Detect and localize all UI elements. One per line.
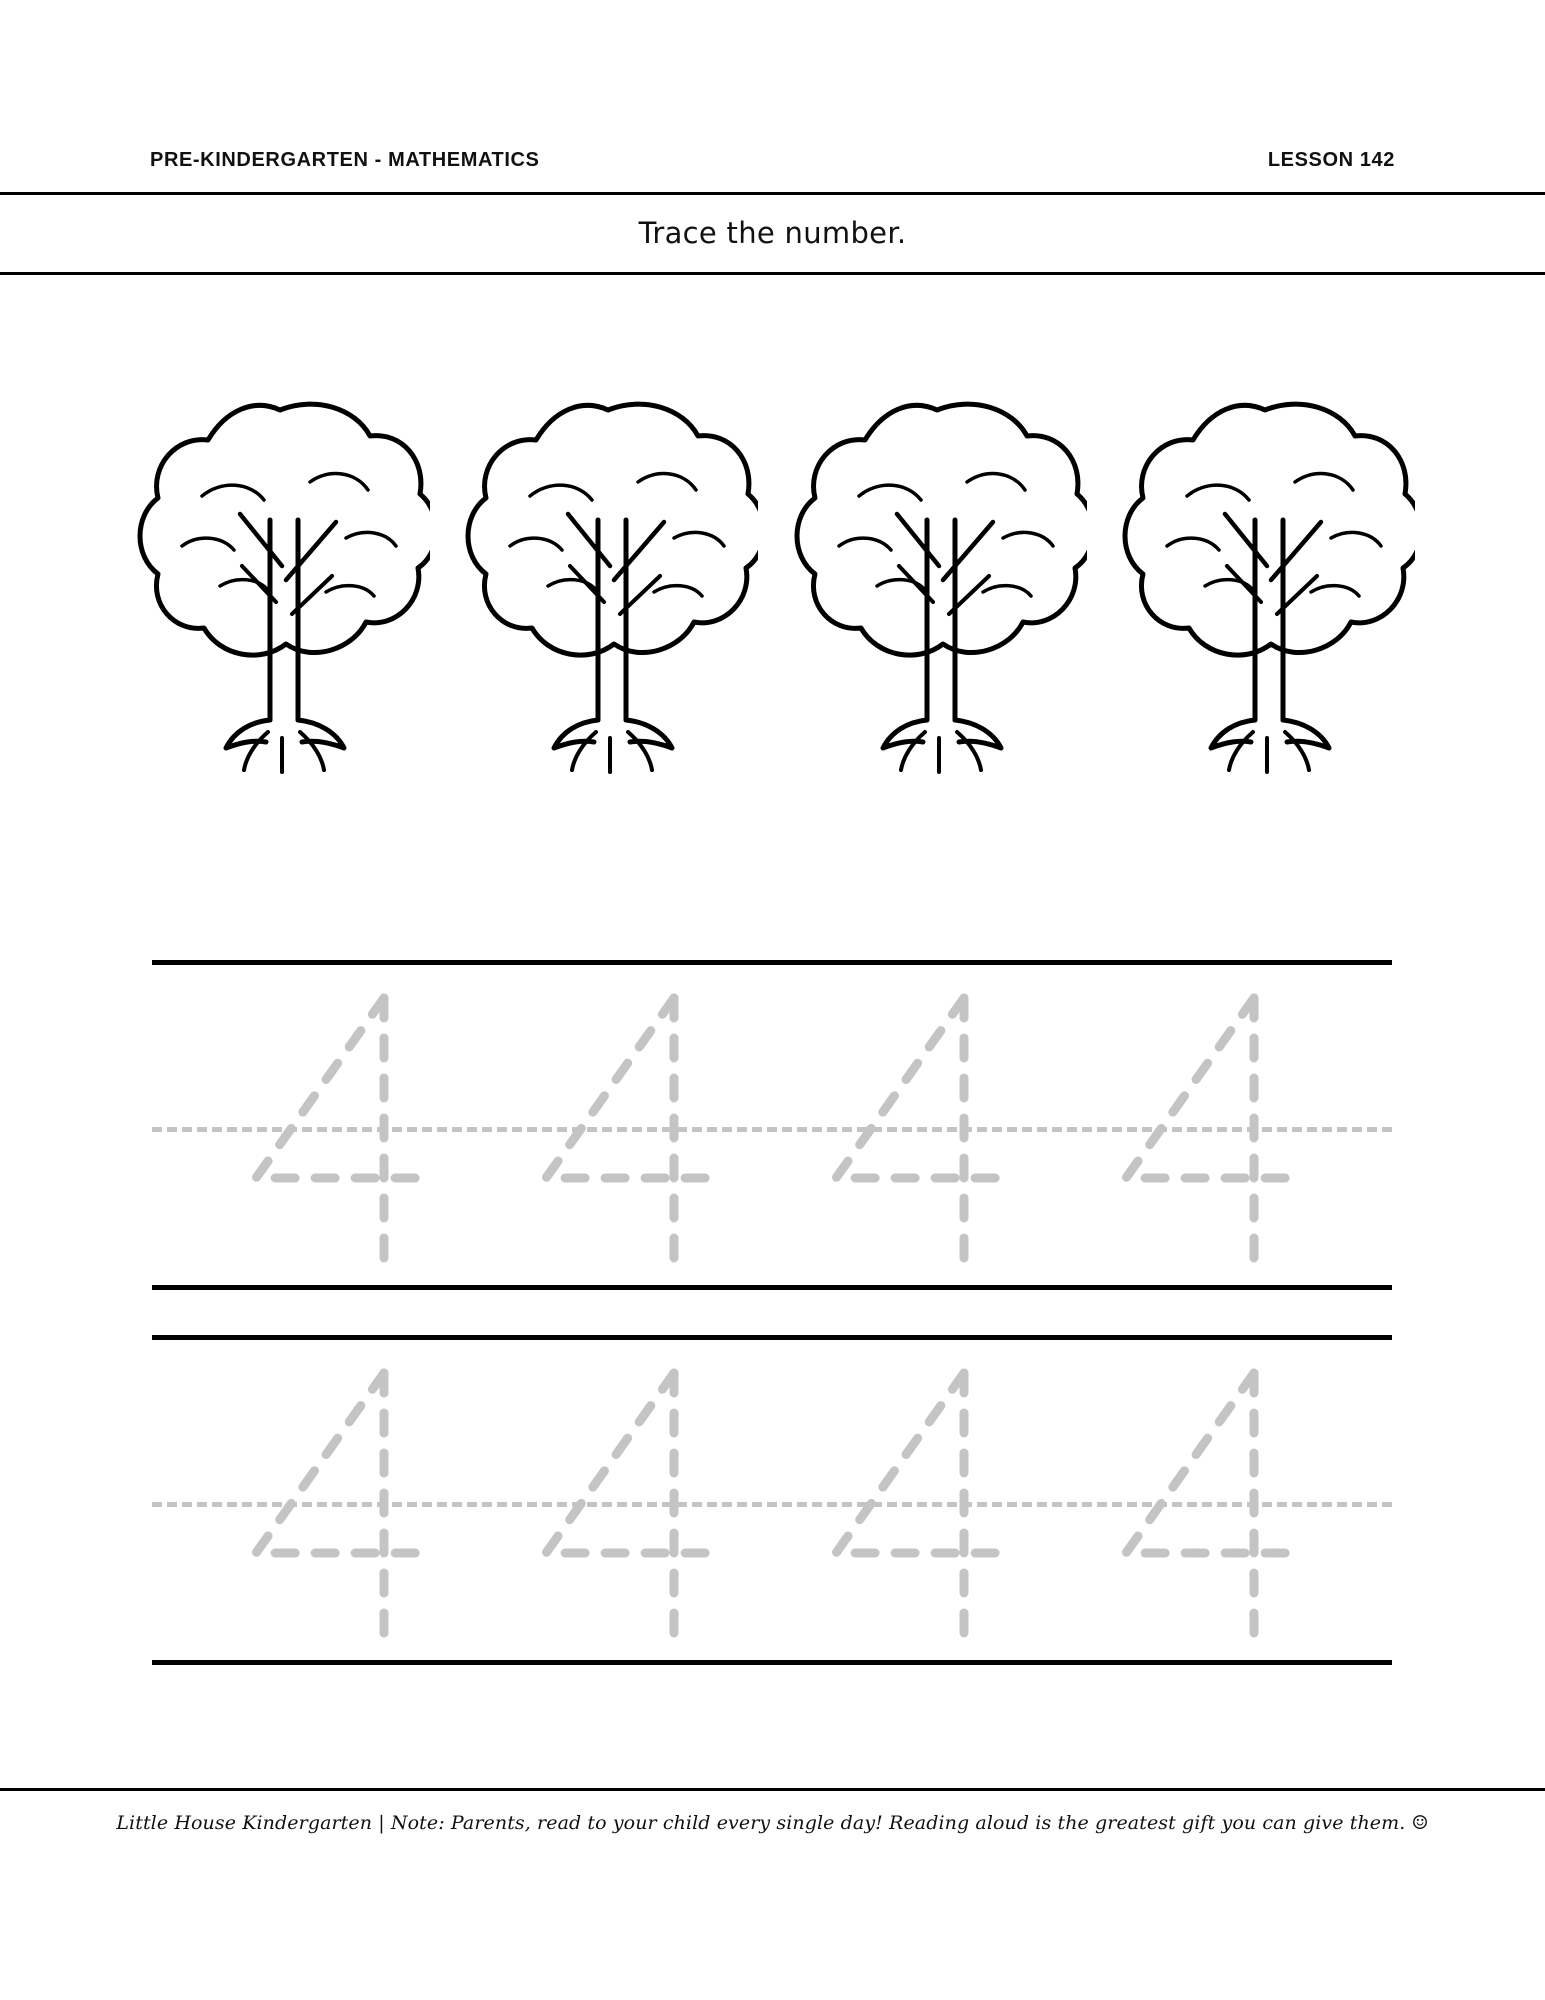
- trace-digit[interactable]: [502, 960, 792, 1290]
- header-divider-top: [0, 192, 1545, 195]
- page-header: [0, 140, 1545, 180]
- trace-digit[interactable]: [1082, 1335, 1372, 1665]
- instruction-text: Trace the number.: [638, 216, 907, 250]
- tree-illustration-row: [130, 360, 1415, 800]
- tracing-row[interactable]: [152, 960, 1392, 1290]
- trace-digit[interactable]: [212, 1335, 502, 1665]
- tree-icon: [458, 370, 758, 800]
- digit-group: [152, 960, 1392, 1290]
- tracing-row[interactable]: [152, 1335, 1392, 1665]
- tree-icon: [130, 370, 430, 800]
- tree-icon: [787, 370, 1087, 800]
- trace-digit[interactable]: [502, 1335, 792, 1665]
- footer-note: Little House Kindergarten | Note: Parents, read to your child every single day! Reading aloud is the greatest gift you can give them. ☺: [116, 1812, 1429, 1834]
- lesson-number: LESSON 142: [1267, 148, 1395, 171]
- digit-group: [152, 1335, 1392, 1665]
- trace-digit[interactable]: [1082, 960, 1372, 1290]
- trace-digit[interactable]: [792, 1335, 1082, 1665]
- subject-title: PRE-KINDERGARTEN - MATHEMATICS: [150, 148, 540, 171]
- trace-digit[interactable]: [792, 960, 1082, 1290]
- trace-digit[interactable]: [212, 960, 502, 1290]
- header-divider-bottom: [0, 272, 1545, 275]
- footer-divider: [0, 1788, 1545, 1791]
- tree-icon: [1115, 370, 1415, 800]
